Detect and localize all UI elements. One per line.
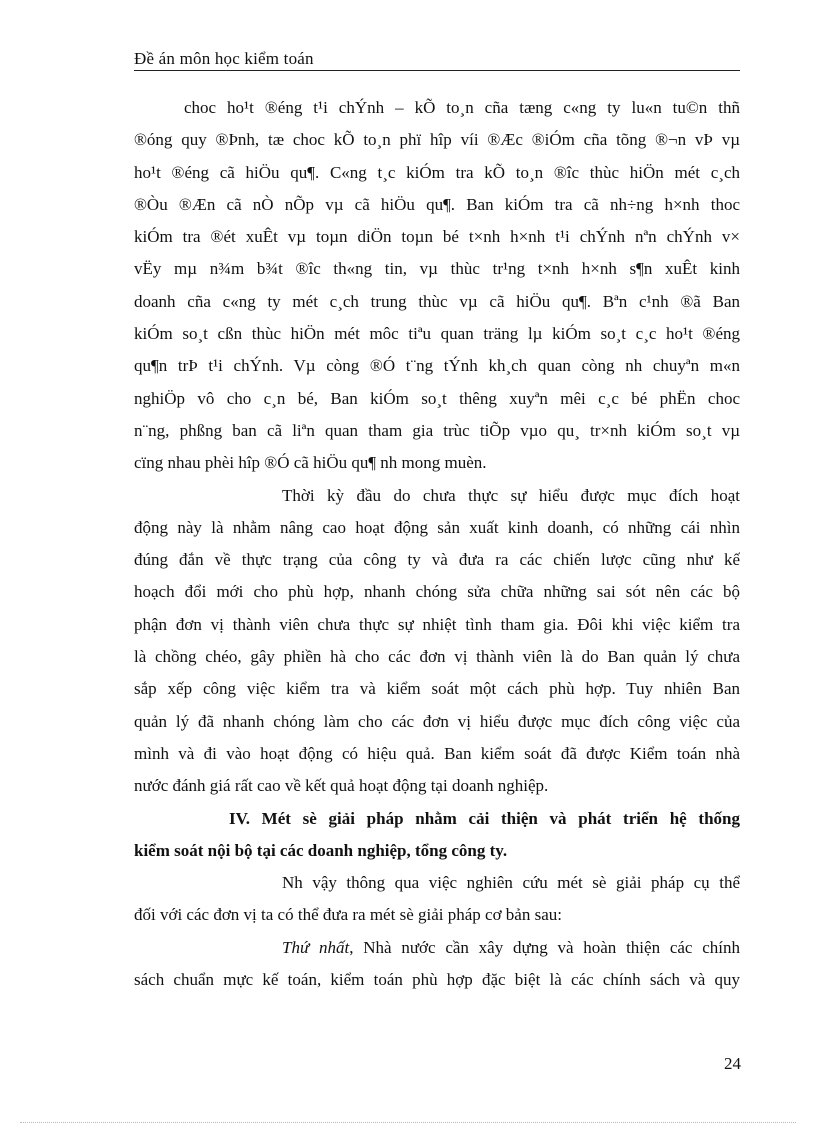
- text-line: kiÓm tra ®ét xuÊt vµ toµn diÖn toµn bé t×nh h×nh t¹i chÝnh nªn chÝnh v×: [134, 227, 740, 247]
- italic-lead: Thứ nhất: [282, 937, 350, 957]
- text-line: doanh cña c«ng ty mét c¸ch trung thùc vµ cã hiÖu qu¶. Bªn c¹nh ®ã Ban: [134, 291, 740, 311]
- text-line: sắp xếp công việc kiểm tra và kiểm soát một cách phù hợp. Tuy nhiên Ban: [134, 679, 740, 699]
- text-line: vËy mµ n¾m b¾t ®îc th«ng tin, vµ thùc tr¹ng t×nh h×nh s¶n xuÊt kinh: [134, 259, 740, 279]
- text-line: sách chuẩn mực kế toán, kiểm toán phù hợp đặc biệt là các chính sách và quy: [134, 970, 740, 990]
- section-heading: [134, 803, 740, 868]
- page-number: 24: [724, 1054, 741, 1073]
- text-line: Nh vậy thông qua việc nghiên cứu mét sè giải pháp cụ thể: [282, 873, 740, 893]
- text-line: nước đánh giá rất cao về kết quả hoạt động tại doanh nghiệp.: [134, 776, 549, 796]
- paragraph-2: [134, 480, 740, 803]
- text-line: phận đơn vị thành viên chưa thực sự nhiệt tình tham gia. Đôi khi việc kiểm tra: [134, 614, 740, 634]
- document-body: [134, 92, 740, 996]
- text-line: nghiÖp vô cho c¸n bé, Ban kiÓm so¸t thêng xuyªn mêi c¸c bé phËn choc: [134, 388, 740, 408]
- text-line: mình và đi vào hoạt động có hiệu quả. Ban kiểm soát đã được Kiểm toán nhà: [134, 743, 740, 763]
- text-line: n¨ng, phßng ban cã liªn quan tham gia trùc tiÕp vµo qu¸ tr×nh kiÓm so¸t vµ: [134, 420, 740, 440]
- paragraph-4: [134, 932, 740, 997]
- text-line: đối với các đơn vị ta có thể đưa ra mét sè giải pháp cơ bản sau:: [134, 905, 562, 925]
- text-line: quản lý đã nhanh chóng làm cho các đơn vị hiểu được mục đích công việc của: [134, 711, 740, 731]
- text-line: ®Òu ®Æn cã nÒ nÕp vµ cã hiÖu qu¶. Ban kiÓm tra cã nh÷ng h×nh thoc: [134, 194, 740, 214]
- text-line: ®óng quy ®Þnh, tæ choc kÕ to¸n phï hîp víi ®Æc ®iÓm cña tõng ®¬n vÞ vµ: [134, 130, 740, 150]
- heading-line: IV. Mét sè giải pháp nhằm cải thiện và phát triển hệ thống: [229, 808, 740, 828]
- text-line: là chồng chéo, gây phiền hà cho các đơn vị thành viên là do Ban quản lý chưa: [134, 647, 740, 667]
- paragraph-1: [134, 92, 740, 480]
- text-line: đúng đắn về thực trạng của công ty và đưa ra các chiến lược cũng như kế: [134, 550, 740, 570]
- text-run: , Nhà nước cần xây dựng và hoàn thiện các chính: [349, 937, 740, 957]
- page-header: Đề án môn học kiểm toán: [134, 49, 314, 68]
- text-line: cïng nhau phèi hîp ®Ó cã hiÖu qu¶ nh mong muèn.: [134, 453, 487, 473]
- text-line: hoạch đổi mới cho phù hợp, nhanh chóng sửa chữa những sai sót nên các bộ: [134, 582, 740, 602]
- text-line: qu¶n trÞ t¹i chÝnh. Vµ còng ®Ó t¨ng tÝnh kh¸ch quan còng nh chuyªn m«n: [134, 356, 740, 376]
- text-line: Thời kỳ đầu do chưa thực sự hiểu được mục đích hoạt: [282, 485, 740, 505]
- text-line: động này là nhằm nâng cao hoạt động sản xuất kinh doanh, có những cái nhìn: [134, 517, 740, 537]
- header-divider: [134, 70, 740, 71]
- text-line: kiÓm so¸t cßn thùc hiÖn mét môc tiªu quan träng lµ kiÓm so¸t c¸c ho¹t ®éng: [134, 324, 740, 344]
- paragraph-3: [134, 867, 740, 932]
- text-line: [134, 932, 740, 964]
- text-line: choc ho¹t ®éng t¹i chÝnh – kÕ to¸n cña tæng c«ng ty lu«n tu©n thñ: [184, 98, 740, 117]
- heading-line: kiểm soát nội bộ tại các doanh nghiệp, tổng công ty.: [134, 840, 508, 860]
- text-line: ho¹t ®éng cã hiÖu qu¶. C«ng t¸c kiÓm tra kÕ to¸n ®îc thùc hiÖn mét c¸ch: [134, 162, 740, 182]
